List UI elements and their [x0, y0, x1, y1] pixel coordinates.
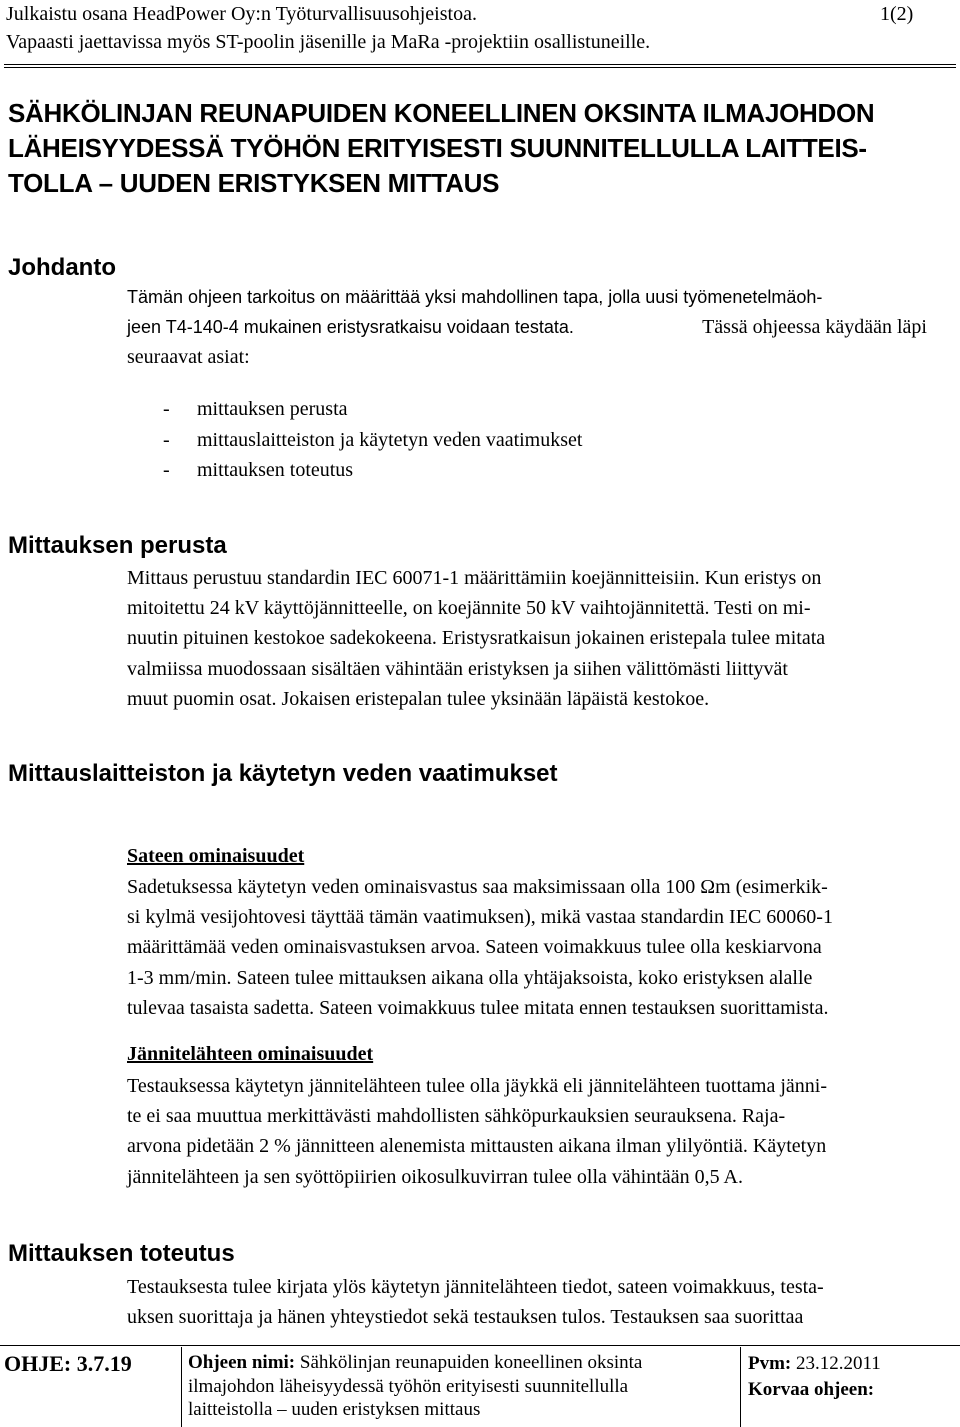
text-line: nuutin pituinen kestokoe sadekokeena. Eristysratkaisun jokainen eristepala tulee mitata	[127, 627, 826, 650]
title-line: LÄHEISYYDESSÄ TYÖHÖN ERITYISESTI SUUNNITELLULLA LAITTEIS-	[8, 133, 867, 163]
document-footer	[0, 1343, 960, 1427]
text-line: seuraavat asiat:	[127, 346, 250, 369]
subheading-jannitelahteen-ominaisuudet: Jännitelähteen ominaisuudet	[127, 1043, 374, 1065]
footer-column-divider	[181, 1347, 182, 1427]
footer-korvaa: Korvaa ohjeen:	[748, 1379, 875, 1400]
document-title	[8, 96, 938, 201]
title-line: TOLLA – UUDEN ERISTYKSEN MITTAUS	[8, 168, 500, 198]
header-divider	[4, 64, 956, 68]
text-line: arvona pidetään 2 % jännitteen alenemista mittausten aikana ilman ylilyöntiä. Käytetyn	[127, 1135, 827, 1158]
text-line: Mittaus perustuu standardin IEC 60071-1 määrittämiin koejännitteisiin. Kun eristys on	[127, 567, 822, 589]
footer-pvm: Pvm: 23.12.2011	[748, 1353, 881, 1374]
title-line: SÄHKÖLINJAN REUNAPUIDEN KONEELLINEN OKSINTA ILMAJOHDON	[8, 98, 875, 128]
perusta-paragraph	[127, 563, 927, 714]
text-line: te ei saa muuttua merkittävästi mahdollisten sähköpurkauksien seurauksena. Raja-	[127, 1105, 786, 1128]
header-distribution-note: Vapaasti jaettavissa myös ST-poolin jäsenille ja MaRa -projektiin osallistuneille.	[6, 31, 651, 53]
list-item: - mittauksen toteutus	[163, 459, 354, 481]
text-line: 1-3 mm/min. Sateen tulee mittauksen aikana olla yhtäjaksoista, koko eristyksen alalle	[127, 966, 813, 989]
section-heading-toteutus: Mittauksen toteutus	[8, 1240, 235, 1267]
section-heading-vaatimukset: Mittauslaitteiston ja käytetyn veden vaatimukset	[8, 760, 558, 787]
jannite-paragraph	[127, 1071, 927, 1192]
text-line: määrittämää veden ominaisvastuksen arvoa. Sateen voimakkuus tulee olla keskiarvona	[127, 936, 822, 959]
footer-rule	[0, 1345, 960, 1346]
text-line: jännitelähteen ja sen syöttöpiirien oikosulkuvirran tulee olla vähintään 0,5 A.	[127, 1165, 743, 1188]
section-heading-johdanto: Johdanto	[8, 254, 116, 281]
text-line: valmiissa muodossaan sisältäen vähintään eristyksen ja siihen välittömästi liittyvät	[127, 657, 788, 680]
sade-paragraph	[127, 872, 927, 1023]
text-line: mitoitettu 24 kV käyttöjännitteelle, on koejännite 50 kV vaihtojännitettä. Testi on mi-	[127, 597, 811, 620]
footer-column-divider	[740, 1347, 741, 1427]
subheading-sateen-ominaisuudet: Sateen ominaisuudet	[127, 845, 305, 867]
text-line: uksen suorittaja ja hänen yhteystiedot sekä testauksen tulos. Testauksen saa suorittaa	[127, 1306, 804, 1329]
list-item: - mittauslaitteiston ja käytetyn veden vaatimukset	[163, 428, 583, 451]
text-line: jeen T4-140-4 mukainen eristysratkaisu voidaan testata. Tässä ohjeessa käydään läpi	[127, 316, 927, 339]
text-line: Ohjeen nimi: Sähkölinjan reunapuiden koneellinen oksinta	[188, 1352, 643, 1373]
text-line: Tämän ohjeen tarkoitus on määrittää yksi mahdollinen tapa, jolla uusi työmenetelmäoh-	[127, 287, 823, 307]
intro-topic-list	[163, 394, 582, 486]
section-heading-perusta: Mittauksen perusta	[8, 532, 227, 559]
text-line: tulevaa tasaista sadetta. Sateen voimakkuus tulee mitata ennen testauksen suorittamista.	[127, 996, 829, 1019]
page-number: 1(2)	[880, 3, 914, 25]
text-line: Testauksesta tulee kirjata ylös käytetyn jännitelähteen tiedot, sateen voimakkuus, testa-	[127, 1276, 824, 1298]
footer-instruction-name	[188, 1351, 734, 1422]
list-item: - mittauksen perusta	[163, 398, 348, 420]
text-line: muut puomin osat. Jokaisen eristepalan tulee yksinään läpäistä kestokoe.	[127, 687, 710, 710]
footer-ohje-number: OHJE: 3.7.19	[4, 1351, 132, 1376]
intro-paragraph	[127, 282, 927, 373]
text-line: Testauksessa käytetyn jännitelähteen tulee olla jäykkä eli jännitelähteen tuottama jänni-	[127, 1075, 828, 1097]
text-line: laitteistolla – uuden eristyksen mittaus	[188, 1399, 481, 1420]
footer-dates	[748, 1351, 881, 1403]
toteutus-paragraph	[127, 1272, 927, 1332]
text-line: si kylmä vesijohtovesi täyttää tämän vaatimuksen), mikä vastaa standardin IEC 60060-1	[127, 906, 833, 929]
text-line: ilmajohdon läheisyydessä työhön erityisesti suunnitellulla	[188, 1375, 629, 1397]
header-publication-note: Julkaistu osana HeadPower Oy:n Työturvallisuusohjeistoa.	[6, 3, 477, 25]
text-line: Sadetuksessa käytetyn veden ominaisvastus saa maksimissaan olla 100 Ωm (esimerkik-	[127, 876, 828, 898]
